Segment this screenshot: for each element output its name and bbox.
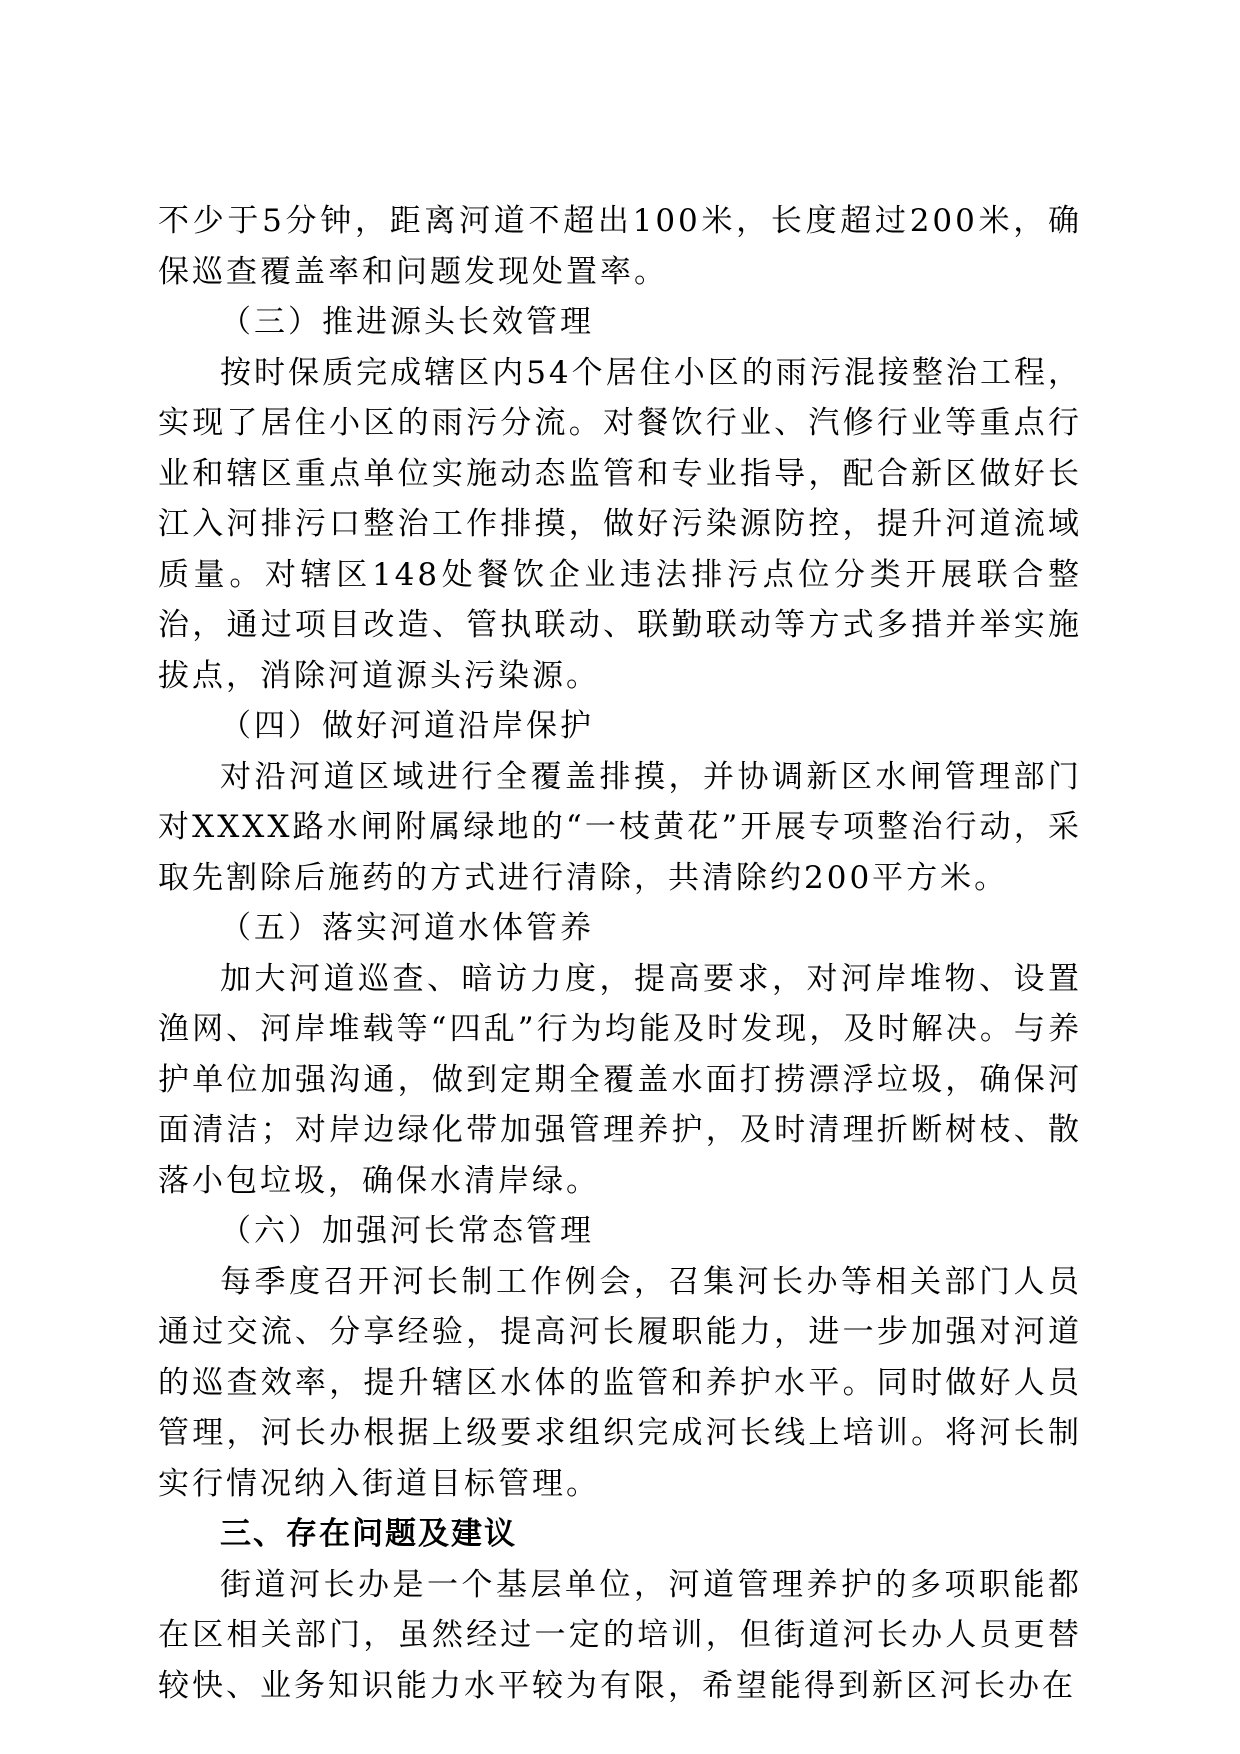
subheading-source-management: （三）推进源头长效管理	[220, 304, 594, 340]
section-heading-problems-suggestions: 三、存在问题及建议	[220, 1516, 517, 1552]
paragraph-inspection-coverage: 不少于5分钟，距离河道不超出100米，长度超过200米，确保巡查覆盖率和问题发现处置率。	[158, 203, 1082, 290]
document-body	[158, 196, 1082, 1711]
paragraph-source-management: 按时保质完成辖区内54个居住小区的雨污混接整治工程，实现了居住小区的雨污分流。对餐饮行业、汽修行业等重点行业和辖区重点单位实施动态监管和专业指导，配合新区做好长江入河排污口整治工作排摸，做好污染源防控，提升河道流域质量。对辖区148处餐饮企业违法排污点位分类开展联合整治，通过项目改造、管执联动、联勤联动等方式多措并举实施拔点，消除河道源头污染源。	[158, 354, 1082, 694]
subheading-river-chief-management: （六）加强河长常态管理	[220, 1213, 594, 1249]
paragraph-problems-suggestions: 街道河长办是一个基层单位，河道管理养护的多项职能都在区相关部门，虽然经过一定的培训，但街道河长办人员更替较快、业务知识能力水平较为有限，希望能得到新区河长办在	[158, 1566, 1082, 1704]
paragraph-water-maintenance: 加大河道巡查、暗访力度，提高要求，对河岸堆物、设置渔网、河岸堆载等“四乱”行为均能及时发现，及时解决。与养护单位加强沟通，做到定期全覆盖水面打捞漂浮垃圾，确保河面清洁；对岸边绿化带加强管理养护，及时清理折断树枝、散落小包垃圾，确保水清岸绿。	[158, 960, 1082, 1199]
paragraph-riverbank-protection: 对沿河道区域进行全覆盖排摸，并协调新区水闸管理部门对XXXX路水闸附属绿地的“一枝黄花”开展专项整治行动，采取先割除后施药的方式进行清除，共清除约200平方米。	[158, 758, 1082, 896]
subheading-water-maintenance: （五）落实河道水体管养	[220, 910, 594, 946]
subheading-riverbank-protection: （四）做好河道沿岸保护	[220, 708, 594, 744]
paragraph-river-chief-management: 每季度召开河长制工作例会，召集河长办等相关部门人员通过交流、分享经验，提高河长履职能力，进一步加强对河道的巡查效率，提升辖区水体的监管和养护水平。同时做好人员管理，河长办根据上级要求组织完成河长线上培训。将河长制实行情况纳入街道目标管理。	[158, 1263, 1082, 1502]
